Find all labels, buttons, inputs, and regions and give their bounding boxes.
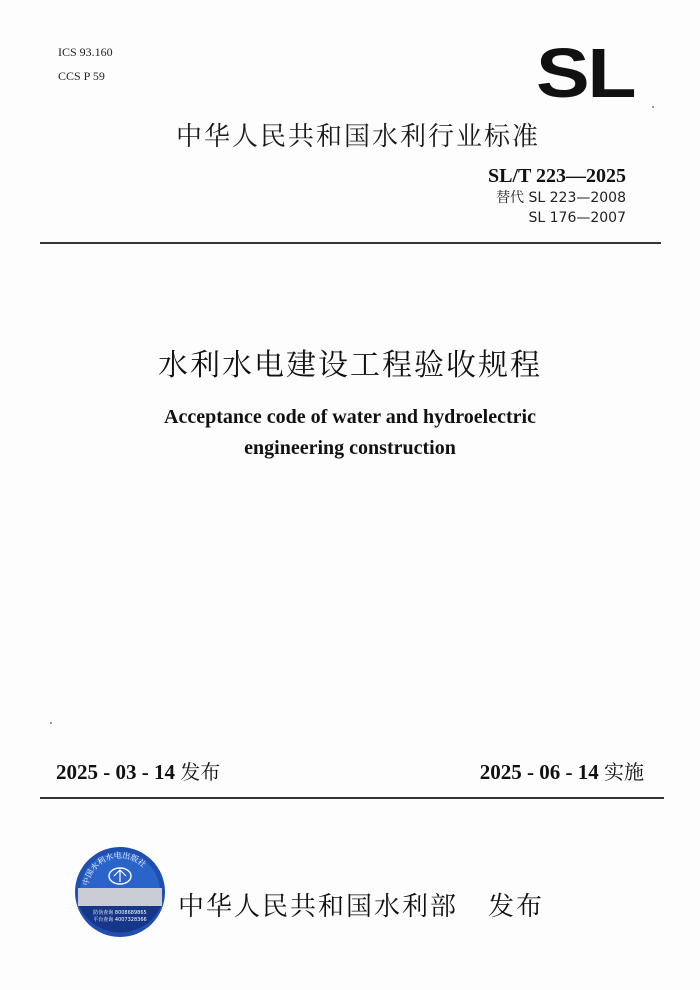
document-title-chinese: 水利水电建设工程验收规程	[158, 348, 542, 383]
sticker-arc-text: 中国水利水电出版社	[81, 850, 148, 887]
ccs-code: CCS P 59	[58, 69, 105, 83]
ics-code: ICS 93.160	[58, 45, 113, 59]
document-title-english	[0, 402, 700, 464]
sl-logo: SL	[536, 34, 635, 112]
speck-mark	[50, 722, 52, 724]
implementation-date-value: 2025 - 06 - 14	[479, 760, 599, 784]
classification-codes	[58, 40, 113, 88]
publisher-name: 中华人民共和国水利部	[178, 892, 459, 922]
replaces-line-2: SL 176—2007	[528, 210, 626, 226]
anti-counterfeit-sticker	[74, 846, 166, 938]
publisher-action: 发布	[488, 892, 545, 922]
english-title-line-2: engineering construction	[244, 437, 456, 459]
implementation-date	[480, 756, 644, 785]
top-divider	[40, 242, 661, 244]
standard-number: SL/T 223—2025	[488, 165, 626, 187]
issue-date-value: 2025 - 03 - 14	[56, 760, 175, 784]
bottom-divider	[40, 797, 664, 799]
sticker-line-1: 防伪查询 8008689865	[93, 910, 147, 916]
standard-number-block	[488, 164, 626, 228]
english-title-line-1: Acceptance code of water and hydroelectric	[164, 406, 536, 428]
implementation-label: 实施	[604, 760, 644, 784]
issue-label: 发布	[180, 760, 221, 784]
issue-date	[56, 756, 220, 785]
speck-mark	[652, 106, 654, 108]
replaces-line-1: 替代 SL 223—2008	[496, 190, 626, 206]
sticker-silver-band	[78, 888, 162, 906]
publisher-line	[178, 886, 544, 923]
sticker-line-2: 平台查询 4007328366	[93, 917, 147, 923]
industry-standard-title: 中华人民共和国水利行业标准	[176, 122, 541, 152]
